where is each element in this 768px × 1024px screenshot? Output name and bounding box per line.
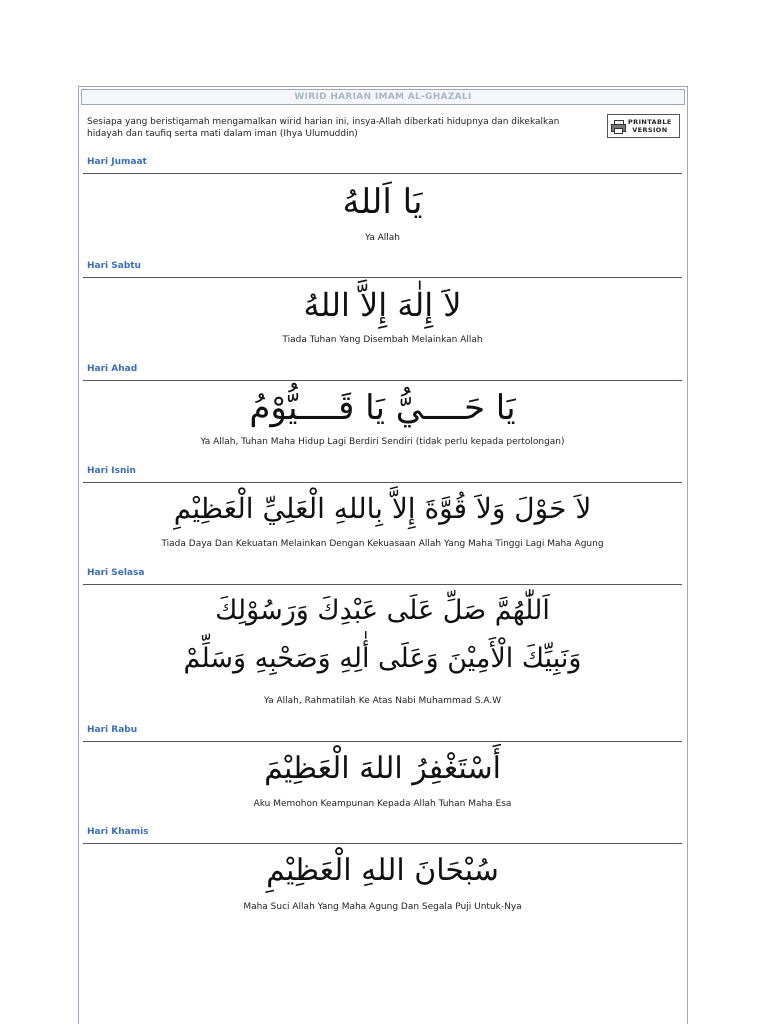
- page-title: WIRID HARIAN IMAM AL-GHAZALI: [81, 89, 685, 105]
- arabic-text-selasa-line1: اَللّٰهُمَّ صَلِّ عَلَى عَبْدِكَ وَرَسُوْلِكَ: [215, 595, 550, 626]
- translation-rabu: Aku Memohon Keampunan Kepada Allah Tuhan Maha Esa: [253, 799, 512, 809]
- divider: [83, 380, 682, 381]
- translation-jumaat: Ya Allah: [364, 233, 400, 243]
- day-heading-selasa: Hari Selasa: [87, 568, 145, 578]
- translation-sabtu: Tiada Tuhan Yang Disembah Melainkan Allah: [282, 335, 483, 345]
- printer-icon: [611, 119, 625, 133]
- divider: [83, 741, 682, 742]
- arabic-text-jumaat: يَا اَللهُ: [342, 182, 423, 222]
- translation-selasa: Ya Allah, Rahmatilah Ke Atas Nabi Muhammad S.A.W: [263, 696, 502, 706]
- day-heading-isnin: Hari Isnin: [87, 466, 136, 476]
- day-heading-rabu: Hari Rabu: [87, 725, 138, 735]
- arabic-text-khamis: سُبْحَانَ اللهِ الْعَظِيْمِ: [266, 853, 499, 888]
- translation-ahad: Ya Allah, Tuhan Maha Hidup Lagi Berdiri Sendiri (tidak perlu kepada pertolongan): [200, 437, 565, 447]
- day-heading-sabtu: Hari Sabtu: [87, 261, 141, 271]
- day-heading-ahad: Hari Ahad: [87, 364, 138, 374]
- divider: [83, 277, 682, 278]
- divider: [83, 482, 682, 483]
- day-heading-khamis: Hari Khamis: [87, 827, 149, 837]
- printable-version-button[interactable]: [607, 114, 680, 138]
- arabic-text-isnin: لاَ حَوْلَ وَلاَ قُوَّةَ إِلاَّ بِاللهِ الْعَلِيِّ الْعَظِيْمِ: [173, 492, 592, 525]
- arabic-text-selasa-line2: وَنَبِيِّكَ الْأَمِيْنَ وَعَلَى أٰلِهِ وَصَحْبِهِ وَسَلِّمْ: [183, 643, 582, 674]
- translation-khamis: Maha Suci Allah Yang Maha Agung Dan Segala Puji Untuk-Nya: [243, 902, 522, 912]
- divider: [83, 843, 682, 844]
- arabic-text-sabtu: لاَ إِلٰهَ إِلاَّ اللهُ: [303, 286, 462, 324]
- intro-text: Sesiapa yang beristiqamah mengamalkan wirid harian ini, insya-Allah diberkati hidupnya dan dikekalkan hidayah dan taufiq serta mati dalam iman (Ihya Ulumuddin): [87, 117, 560, 139]
- divider: [83, 173, 682, 174]
- day-heading-jumaat: Hari Jumaat: [87, 157, 147, 167]
- translation-isnin: Tiada Daya Dan Kekuatan Melainkan Dengan Kekuasaan Allah Yang Maha Tinggi Lagi Maha Agung: [161, 539, 604, 549]
- arabic-text-ahad: يَا حَــــيُّ يَا قَــــيُّوْمُ: [249, 388, 516, 428]
- divider: [83, 584, 682, 585]
- arabic-text-rabu: أَسْتَغْفِرُ اللهَ الْعَظِيْمَ: [264, 751, 501, 786]
- printable-version-label: PRINTABLE VERSION: [628, 118, 672, 134]
